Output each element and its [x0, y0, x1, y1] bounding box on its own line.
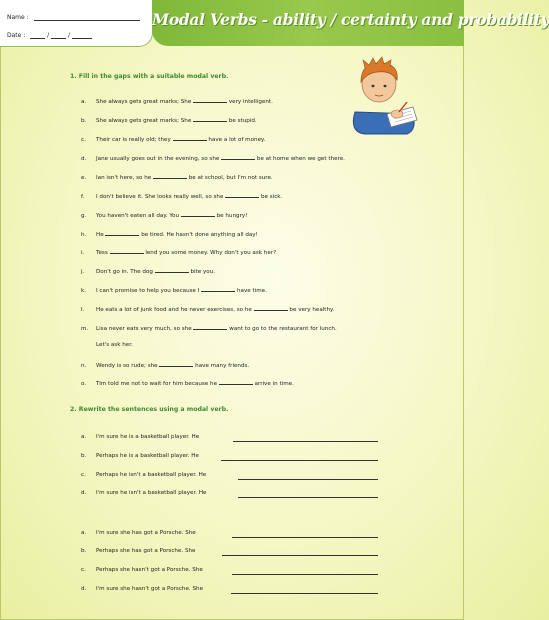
exercise-item: c. Their car is really old; they have a lot of money. — [81, 137, 266, 143]
answer-gap[interactable] — [181, 211, 215, 217]
rewrite-item: b. Perhaps she has got a Porsche. She — [81, 548, 196, 554]
answer-gap[interactable] — [193, 97, 227, 103]
rewrite-answer-line[interactable] — [238, 479, 378, 480]
exercise-item: a. She always gets great marks; She very intelligent. — [81, 99, 273, 105]
answer-gap[interactable] — [219, 379, 253, 385]
answer-gap[interactable] — [193, 324, 227, 330]
rewrite-answer-line[interactable] — [231, 593, 378, 594]
date-separator: / — [47, 32, 50, 39]
rewrite-answer-line[interactable] — [238, 497, 378, 498]
date-month-field[interactable] — [51, 32, 66, 39]
rewrite-answer-line[interactable] — [233, 441, 378, 442]
exercise-item: d. Jane usually goes out in the evening, so she be at home when we get there. — [81, 156, 345, 162]
answer-gap[interactable] — [193, 116, 227, 122]
exercise-item: n. Wendy is so rude; she have many friends. — [81, 363, 250, 369]
section1-title: 1. Fill in the gaps with a suitable modal verb. — [70, 73, 229, 80]
rewrite-answer-line[interactable] — [232, 574, 378, 575]
answer-gap[interactable] — [155, 267, 189, 273]
exercise-item: h. He be tired. He hasn't done anything all day! — [81, 232, 258, 238]
rewrite-item: b. Perhaps he is a basketball player. He — [81, 453, 199, 459]
name-label: Name : — [7, 14, 29, 21]
rewrite-item: d. I'm sure he isn't a basketball player. He — [81, 490, 207, 496]
answer-gap[interactable] — [153, 173, 187, 179]
rewrite-answer-line[interactable] — [222, 555, 378, 556]
rewrite-answer-line[interactable] — [232, 537, 378, 538]
answer-gap[interactable] — [159, 361, 193, 367]
student-info-box — [0, 0, 153, 47]
rewrite-item: c. Perhaps she hasn't got a Porsche. She — [81, 567, 203, 573]
answer-gap[interactable] — [105, 230, 139, 236]
section2-title: 2. Rewrite the sentences using a modal verb. — [70, 406, 229, 413]
date-row — [7, 32, 92, 39]
exercise-item: g. You haven't eaten all day. You be hungry! — [81, 213, 248, 219]
rewrite-item: a. I'm sure he is a basketball player. He — [81, 434, 200, 440]
rewrite-answer-line[interactable] — [221, 460, 378, 461]
answer-gap[interactable] — [201, 286, 235, 292]
answer-gap[interactable] — [173, 135, 207, 141]
answer-gap[interactable] — [225, 192, 259, 198]
answer-gap[interactable] — [221, 154, 255, 160]
item-m-continuation: Let's ask her. — [96, 342, 133, 348]
date-separator: / — [68, 32, 71, 39]
answer-gap[interactable] — [254, 305, 288, 311]
exercise-item: k. I can't promise to help you because I have time. — [81, 288, 267, 294]
name-field[interactable] — [34, 14, 140, 21]
exercise-item: j. Don't go in. The dog bite you. — [81, 269, 216, 275]
exercise-item: e. Ian isn't here, so he be at school, but I'm not sure. — [81, 175, 273, 181]
name-row — [7, 14, 140, 21]
exercise-item: m. Lisa never eats very much, so she want to go to the restaurant for lunch. — [81, 326, 337, 332]
rewrite-item: c. Perhaps he isn't a basketball player. He — [81, 472, 207, 478]
date-year-field[interactable] — [72, 32, 92, 39]
worksheet-title: Modal Verbs - ability / certainty and probability — [152, 10, 549, 29]
exercise-item: i. Tess lend you some money. Why don't you ask her? — [81, 250, 277, 256]
date-label: Date : — [7, 32, 26, 39]
date-day-field[interactable] — [30, 32, 45, 39]
rewrite-item: d. I'm sure she hasn't got a Porsche. She — [81, 586, 204, 592]
title-banner — [152, 0, 549, 46]
exercise-item: l. He eats a lot of junk food and he never exercises, so he be very healthy. — [81, 307, 335, 313]
answer-gap[interactable] — [110, 248, 144, 254]
rewrite-item: a. I'm sure she has got a Porsche. She — [81, 530, 196, 536]
exercise-item: o. Tim told me not to wait for him because he arrive in time. — [81, 381, 294, 387]
boy-writing-illustration — [347, 54, 419, 136]
exercise-item: b. She always gets great marks; She be stupid. — [81, 118, 257, 124]
exercise-item: f. I don't believe it. She looks really well, so she be sick. — [81, 194, 283, 200]
